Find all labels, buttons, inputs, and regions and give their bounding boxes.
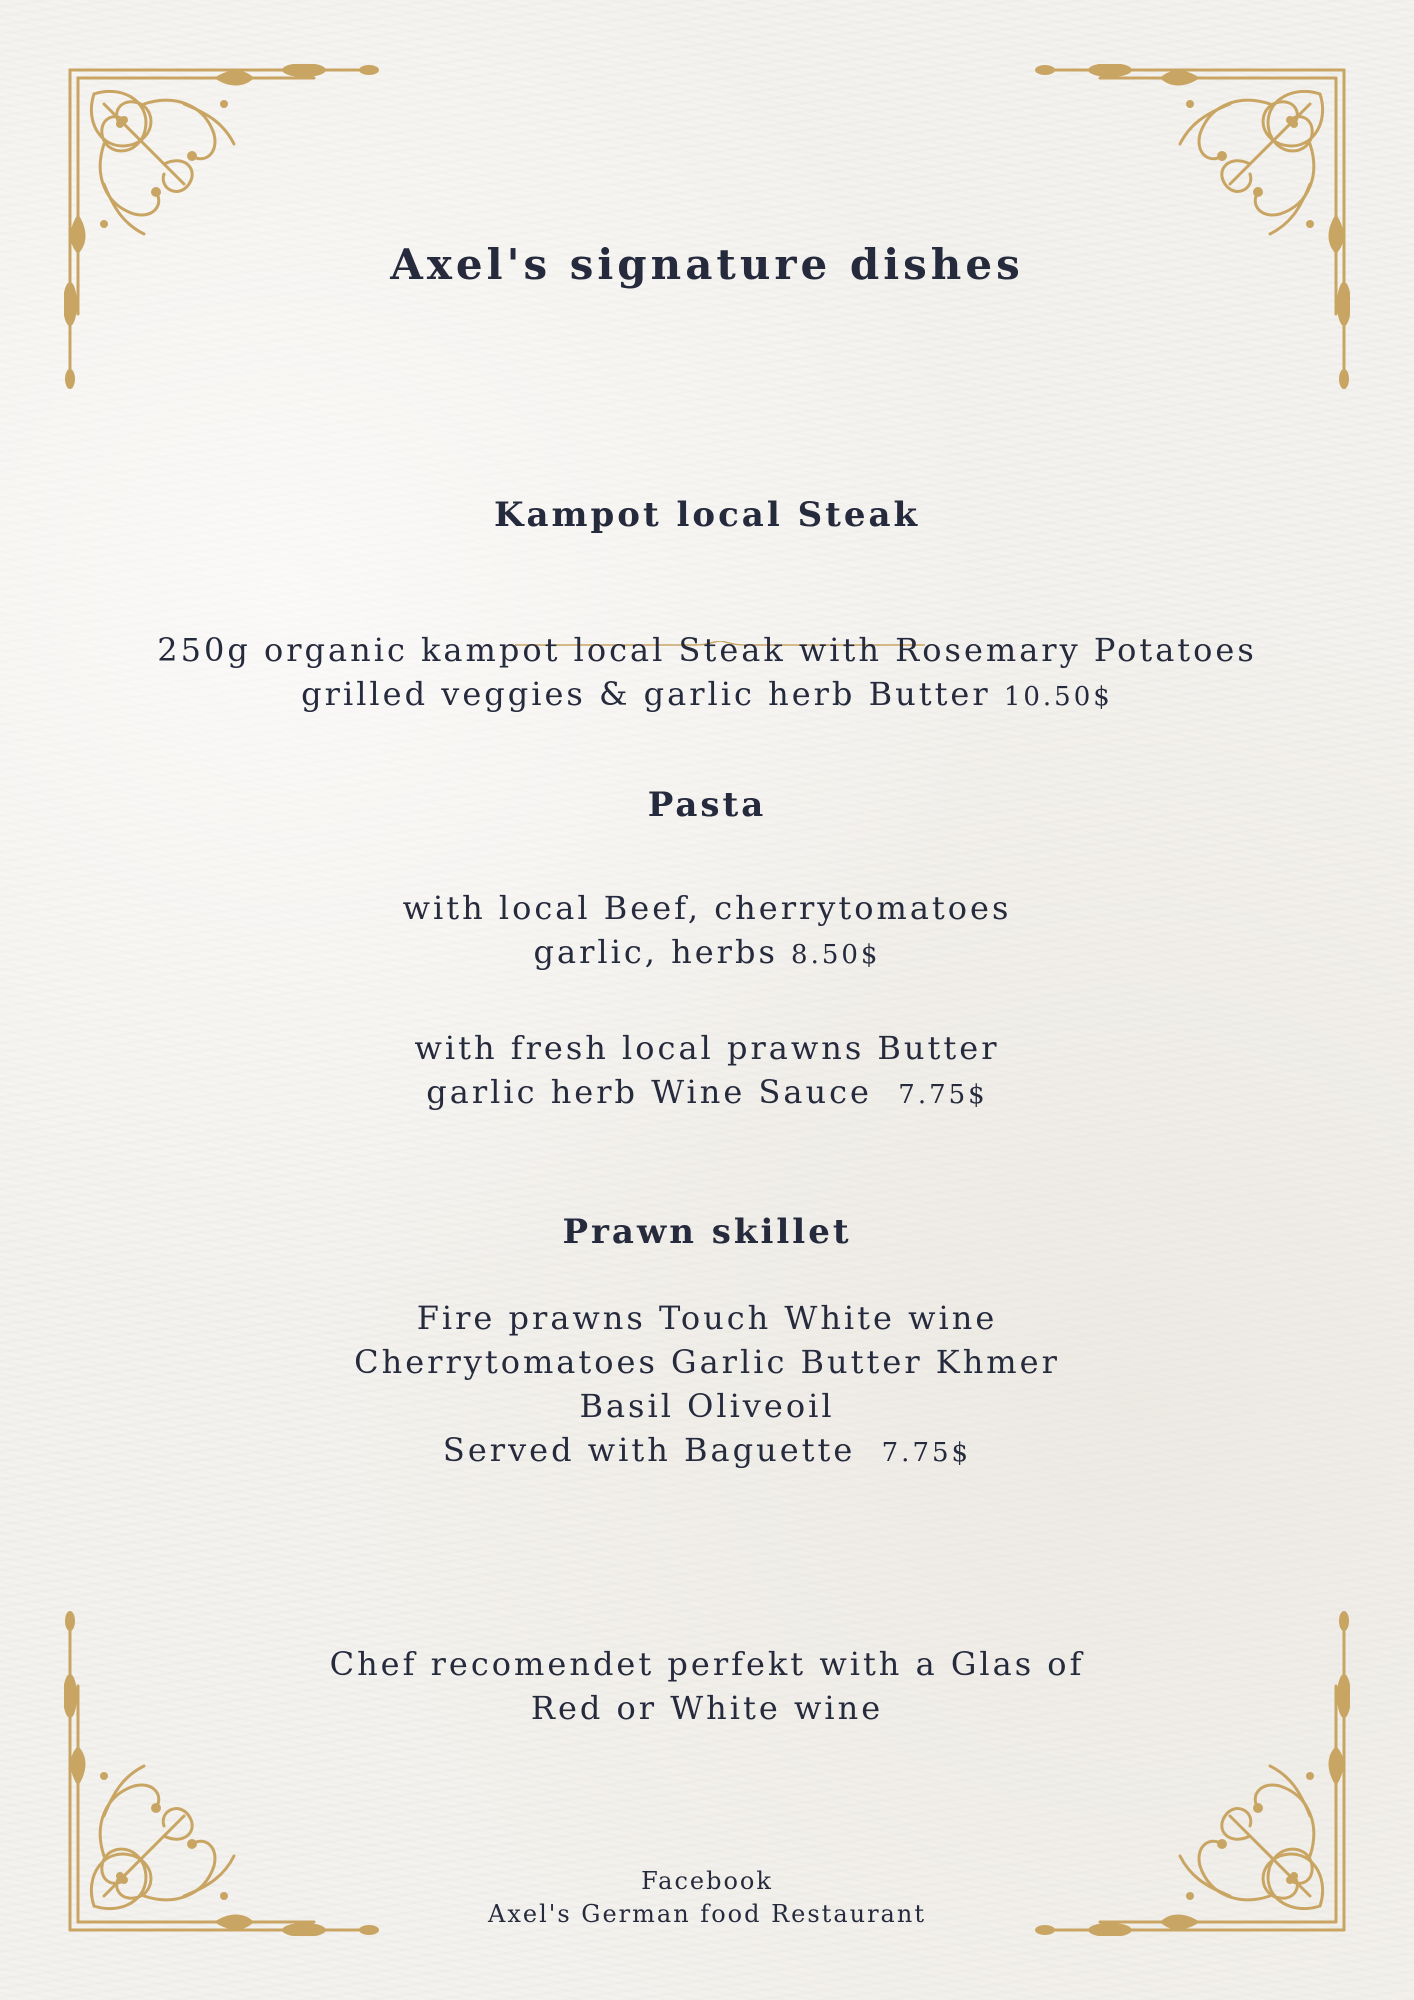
pasta-prawn-line-2 [0, 1070, 1414, 1117]
steak-description-line-2 [0, 672, 1414, 719]
skillet-price: 7.75$ [881, 1438, 972, 1468]
pasta-beef-text: garlic, herbs [533, 933, 778, 971]
chef-recommendation-line-2: Red or White wine [530, 1689, 884, 1727]
steak-price: 10.50$ [1003, 682, 1113, 712]
menu-title: Axel's signature dishes [390, 240, 1024, 289]
skillet-line-4 [0, 1428, 1414, 1475]
pasta-heading: Pasta [647, 785, 767, 825]
steak-description-text: grilled veggies & garlic herb Butter [301, 675, 991, 713]
skillet-line-1: Fire prawns Touch White wine [416, 1299, 998, 1337]
footer-restaurant-name: Axel's German food Restaurant [488, 1900, 926, 1928]
skillet-line-4-text: Served with Baguette [442, 1431, 856, 1469]
pasta-beef-line-2 [0, 930, 1414, 977]
steak-heading: Kampot local Steak [493, 495, 921, 535]
ornament-corner-top-right-icon [1020, 64, 1350, 394]
pasta-prawn-text: garlic herb Wine Sauce [426, 1073, 872, 1111]
pasta-beef-price: 8.50$ [791, 940, 881, 970]
pasta-beef-line-1: with local Beef, cherrytomatoes [402, 889, 1012, 927]
skillet-heading: Prawn skillet [562, 1212, 852, 1252]
skillet-line-3: Basil Oliveoil [579, 1387, 835, 1425]
skillet-line-2: Cherrytomatoes Garlic Butter Khmer [354, 1343, 1060, 1381]
steak-description-line-1: 250g organic kampot local Steak with Rosemary Potatoes [157, 631, 1257, 669]
pasta-prawn-price: 7.75$ [898, 1080, 988, 1110]
ornament-corner-top-left-icon [64, 64, 394, 394]
footer-facebook-label: Facebook [641, 1867, 773, 1895]
chef-recommendation-line-1: Chef recomendet perfekt with a Glas of [329, 1645, 1085, 1683]
pasta-prawn-line-1: with fresh local prawns Butter [414, 1029, 1000, 1067]
